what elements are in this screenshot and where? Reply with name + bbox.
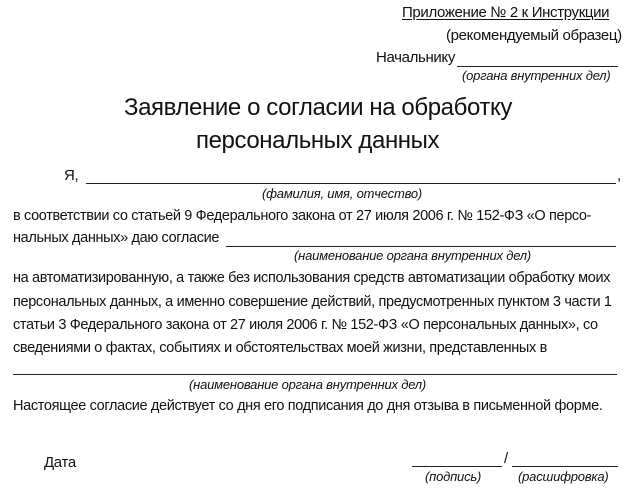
addressee-label: Начальнику [376,49,455,66]
document-title-line1: Заявление о согласии на обработку [124,94,512,121]
body-line-7: статьи 3 Федерального закона от 27 июля 2006 г. № 152-ФЗ «О персональных данных», со [13,317,598,333]
sample-label: (рекомендуемый образец) [446,27,622,44]
i-label: Я, [64,167,79,184]
appendix-label: Приложение № 2 к Инструкции [402,4,610,21]
name-caption: (фамилия, имя, отчество) [262,186,423,201]
signature-slash: / [504,450,508,467]
addressee-line [457,66,618,67]
provided-organ-caption: (наименование органа внутренних дел) [189,377,427,392]
body-line-4: нальных данных» даю согласие [13,230,220,246]
consent-organ-line [226,246,616,247]
provided-organ-line [13,374,617,375]
decode-line [512,466,618,467]
name-comma: , [617,167,621,184]
document-title-line2: персональных данных [196,127,440,154]
body-line-5: на автоматизированную, а также без использования средств автоматизации обработку моих [13,270,611,286]
decode-caption: (расшифровка) [518,469,609,484]
consent-organ-caption: (наименование органа внутренних дел) [294,248,532,263]
addressee-caption: (органа внутренних дел) [462,68,611,83]
body-line-6: персональных данных, а именно совершение действий, предусмотренных пунктом 3 части 1 [13,294,612,310]
signature-caption: (подпись) [425,469,482,484]
body-line-8: сведениями о фактах, событиях и обстоятельствах моей жизни, представленных в [13,340,547,356]
name-line [86,183,616,184]
body-line-3: в соответствии со статьей 9 Федерального закона от 27 июля 2006 г. № 152-ФЗ «О перcо- [13,208,592,224]
signature-line [412,466,502,467]
validity-statement: Настоящее согласие действует со дня его подписания до дня отзыва в письменной форме. [13,398,603,414]
date-label: Дата [44,454,76,471]
